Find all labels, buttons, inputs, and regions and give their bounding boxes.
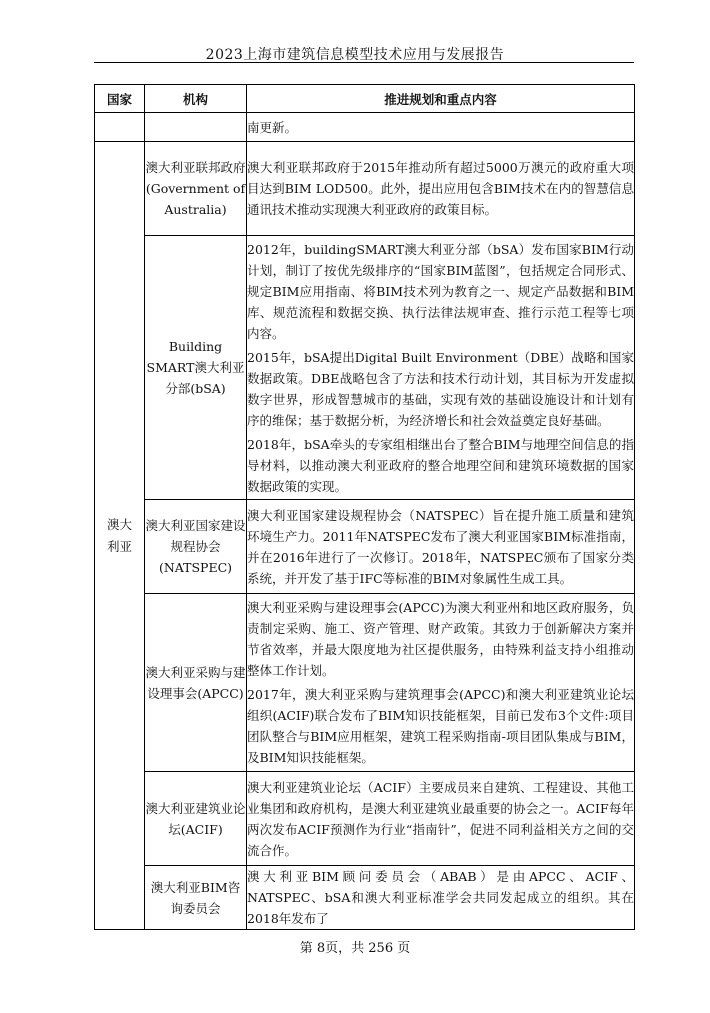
table-row-continued [95,113,635,142]
org-cell: Building SMART澳大利亚分部(bSA) [145,236,247,500]
header-rule [94,62,634,63]
header-country: 国家 [95,85,145,113]
content-cell [247,594,635,772]
org-cell: 澳大利亚联邦政府(Government of Australia) [145,142,247,236]
cell-empty-country [95,113,145,142]
table-row [95,866,635,930]
cell-empty-org [145,113,247,142]
content-paragraph: 澳大利亚联邦政府于2015年推动所有超过5000万澳元的政府重大项目达到BIM LOD500。此外，提出应用包含BIM技术在内的智慧信息通讯技术推动实现澳大利亚政府的政策目标。 [247,160,634,217]
page-header: 2023上海市建筑信息模型技术应用与发展报告 [205,47,505,63]
table-row [95,594,635,772]
content-cell [247,866,635,930]
content-cell [247,142,635,236]
content-paragraph: 2015年，bSA提出Digital Built Environment（DBE）战略和国家数据政策。DBE战略包含了方法和技术行动计划，其目标为开发虚拟数字世界，形成智慧城市的基础，实现有效的基础设施设计和计划有序的维保；基于数据分析，为经济增长和社会效益奠定良好基础。 [247,349,634,428]
page-footer: 第 8页，共 256 页 [299,941,411,956]
content-paragraph: 澳大利亚建筑业论坛（ACIF）主要成员来自建筑、工程建设、其他工业集团和政府机构，是澳大利亚建筑业最重要的协会之一。ACIF每年两次发布ACIF预测作为行业“指南针”，促进不同利益相关方之间的交流合作。 [247,779,634,858]
content-paragraph: 2012年，buildingSMART澳大利亚分部（bSA）发布国家BIM行动计划，制订了按优先级排序的“国家BIM蓝图”，包括规定合同形式、规定BIM应用指南、将BIM技术列为教育之一、规定产品数据和BIM库、规范流程和数据交换、执行法律法规审查、推行示范工程等七项内容。 [247,241,634,341]
org-cell: 澳大利亚国家建设规程协会(NATSPEC) [145,500,247,594]
cell-continued-text: 南更新。 [247,113,635,142]
content-paragraph: 2018年，bSA牵头的专家组相继出台了整合BIM与地理空间信息的指导材料，以推动澳大利亚政府的整合地理空间和建筑环境数据的国家数据政策的实现。 [247,436,634,494]
content-cell [247,236,635,500]
table-row [95,142,635,236]
country-cell [95,142,145,930]
content-paragraph: 澳大利亚采购与建设理事会(APCC)为澳大利亚州和地区政府服务，负责制定采购、施工、资产管理、财产政策。其致力于创新解决方案并节省效率，并最大限度地为社区提供服务，由特殊利益支持小组推动整体工作计划。 [247,600,634,678]
org-cell: 澳大利亚建筑业论坛(ACIF) [145,772,247,866]
org-cell: 澳大利亚BIM咨询委员会 [145,866,247,930]
header-content: 推进规划和重点内容 [247,85,635,113]
table-row [95,772,635,866]
org-cell: 澳大利亚采购与建设理事会(APCC) [145,594,247,772]
policy-table [94,84,635,930]
content-cell [247,500,635,594]
table-row [95,500,635,594]
table-row [95,236,635,500]
content-paragraph: 2017年，澳大利亚采购与建筑理事会(APCC)和澳大利亚建筑业论坛组织(ACIF)联合发布了BIM知识技能框架，目前已发布3个文件:项目团队整合与BIM应用框架，建筑工程采购指南-项目团队集成与BIM，及BIM知识技能框架。 [247,687,634,765]
country-name: 澳大利亚 [106,516,132,554]
table-header-row [95,85,635,113]
content-paragraph: 澳大利亚BIM顾问委员会（ABAB）是由APCC、ACIF、NATSPEC、bSA和澳大利亚标准学会共同发起成立的组织。其在2018年发布了 [247,869,634,926]
content-cell [247,772,635,866]
content-paragraph: 澳大利亚国家建设规程协会（NATSPEC）旨在提升施工质量和建筑环境生产力。2011年NATSPEC发布了澳大利亚国家BIM标准指南，并在2016年进行了一次修订。2018年，NATSPEC颁布了国家分类系统，并开发了基于IFC等标准的BIM对象属性生成工具。 [247,507,634,586]
header-org: 机构 [145,85,247,113]
